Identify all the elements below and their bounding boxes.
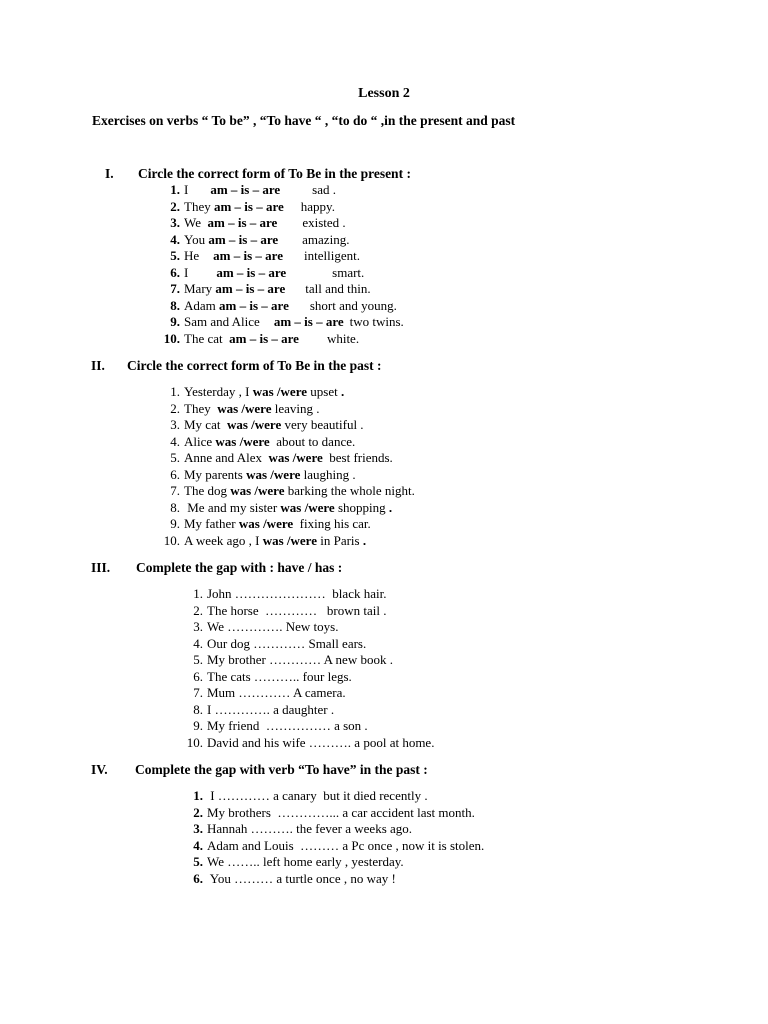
verb-choice: . (388, 499, 393, 515)
verb-choice: was /were (230, 483, 285, 498)
exercise-item (193, 870, 484, 888)
verb-choice: was /were (226, 417, 282, 432)
sentence-text: He (184, 248, 200, 263)
exercise-item (170, 297, 404, 315)
sentence-text: We (184, 215, 208, 230)
sentence-text: Me and my sister (184, 499, 281, 515)
exercise-item (193, 668, 434, 686)
sentence-text: shopping (334, 499, 389, 515)
sentence-text: We …….. left home early , yesterday. (207, 854, 404, 869)
item-number: 4. (193, 837, 203, 853)
sentence-text: The dog (184, 483, 231, 498)
item-number: 10. (163, 532, 180, 548)
item-number: 10. (163, 330, 180, 346)
item-number: 6. (193, 668, 203, 684)
verb-choice: was /were (280, 499, 335, 515)
item-number: 3. (170, 417, 180, 432)
sentence-text: The cats ……….. four legs. (207, 668, 352, 684)
sentence-text: fixing his car. (293, 516, 371, 531)
exercise-item (170, 516, 415, 533)
sentence-text: Hannah ………. the fever a weeks ago. (207, 821, 413, 836)
item-number: 6. (170, 264, 180, 280)
section-3-number: III. (91, 560, 111, 575)
exercise-item (193, 718, 434, 735)
item-number: 4. (170, 231, 180, 247)
exercise-item (193, 635, 434, 653)
item-number: 2. (170, 198, 180, 214)
exercise-item (170, 248, 404, 265)
exercise-item (193, 586, 434, 603)
verb-choice: am – is – are (213, 198, 284, 214)
exercise-item (163, 532, 415, 550)
sentence-text: Our dog ………… Small ears. (207, 635, 367, 651)
item-number: 8. (170, 499, 180, 515)
lesson-title: Lesson 2 (358, 86, 410, 101)
item-number: 10. (186, 734, 203, 750)
exercise-item (193, 685, 434, 702)
sentence-text: I ………… a canary but it died recently . (207, 788, 428, 803)
sentence-text: You ……… a turtle once , no way ! (207, 870, 396, 886)
exercise-item (193, 804, 484, 822)
exercise-item (170, 499, 415, 517)
item-number: 7. (193, 685, 203, 700)
exercise-item (193, 602, 434, 620)
exercise-item (170, 198, 404, 216)
verb-choice: am – is – are (273, 314, 344, 329)
sentence-text: very beautiful . (281, 417, 364, 432)
exercise-item (193, 619, 434, 636)
item-number: 4. (170, 433, 180, 449)
exercise-item (170, 433, 415, 451)
sentence-text: two twins. (349, 314, 404, 329)
sentence-text: My friend …………… a son . (207, 718, 368, 733)
sentence-text: short and young. (309, 297, 397, 313)
verb-choice: . (340, 384, 345, 399)
item-number: 9. (170, 314, 180, 329)
exercise-item (170, 384, 415, 401)
item-number: 1. (170, 384, 180, 399)
item-number: 5. (193, 854, 203, 869)
exercise-item (170, 231, 404, 249)
sentence-text: leaving . (271, 400, 320, 416)
sentence-text: I (184, 264, 189, 280)
sentence-text: My brother ………… A new book . (207, 652, 393, 667)
item-number: 2. (193, 804, 203, 820)
sentence-text: You (184, 231, 209, 247)
item-number: 5. (193, 652, 203, 667)
section-3-title: Complete the gap with : have / has : (136, 560, 343, 575)
verb-choice: am – is – are (215, 281, 286, 296)
section-2-list (163, 384, 415, 549)
item-number: 8. (193, 701, 203, 717)
sentence-text: tall and thin. (305, 281, 371, 296)
verb-choice: am – is – are (213, 248, 283, 263)
sentence-text: They (184, 400, 218, 416)
item-number: 3. (193, 821, 203, 836)
sentence-text: My father (184, 516, 239, 531)
verb-choice: am – is – are (216, 264, 287, 280)
item-number: 7. (170, 483, 180, 498)
exercise-item (186, 734, 435, 752)
sentence-text: The cat (184, 330, 230, 346)
exercise-item (170, 417, 415, 434)
sentence-text: Anne and Alex (184, 450, 269, 465)
exercise-item (193, 701, 434, 719)
sentence-text: upset (307, 384, 341, 399)
item-number: 2. (193, 602, 203, 618)
exercise-item (193, 788, 484, 805)
section-1-title: Circle the correct form of To Be in the present : (138, 166, 411, 181)
section-4-list (193, 788, 485, 887)
sentence-text: I …………. a daughter . (207, 701, 335, 717)
sentence-text: Sam and Alice (184, 314, 260, 329)
verb-choice: am – is – are (219, 297, 289, 313)
sentence-text: The horse ………… brown tail . (207, 602, 387, 618)
sentence-text: laughing . (300, 466, 356, 482)
item-number: 5. (170, 248, 180, 263)
verb-choice: was /were (262, 532, 317, 548)
sentence-text: amazing. (302, 231, 350, 247)
sentence-text: happy. (300, 198, 335, 214)
exercise-item (170, 483, 415, 500)
verb-choice: was /were (238, 516, 294, 531)
sentence-text: about to dance. (269, 433, 356, 449)
exercise-item (193, 652, 434, 669)
item-number: 1. (170, 182, 180, 197)
item-number: 6. (170, 466, 180, 482)
verb-choice: am – is – are (229, 330, 299, 346)
sentence-text: Alice (184, 433, 216, 449)
item-number: 6. (193, 870, 203, 886)
item-number: 1. (193, 586, 203, 601)
sentence-text: Adam and Louis ……… a Pc once , now it is stolen. (207, 837, 485, 853)
section-2-number: II. (91, 358, 105, 373)
verb-choice: . (362, 532, 367, 548)
exercise-item (193, 837, 485, 855)
exercise-item (170, 264, 404, 282)
exercise-item (163, 330, 404, 348)
section-4-number: IV. (91, 762, 108, 777)
verb-choice: am – is – are (208, 231, 279, 247)
item-number: 3. (193, 619, 203, 634)
sentence-text: Mary (184, 281, 216, 296)
exercise-item (170, 466, 415, 484)
sentence-text: We …………. New toys. (207, 619, 339, 634)
exercise-subtitle: Exercises on verbs “ To be” , “To have “ , “to do “ ,in the present and past (92, 113, 516, 128)
sentence-text: barking the whole night. (284, 483, 415, 498)
sentence-text: Adam (184, 297, 220, 313)
exercise-item (193, 821, 484, 838)
sentence-text: Mum ………… A camera. (207, 685, 346, 700)
exercise-item (170, 281, 404, 298)
verb-choice: was /were (252, 384, 308, 399)
exercise-item (170, 215, 404, 232)
sentence-text: They (184, 198, 214, 214)
sentence-text: My brothers …………... a car accident last month. (207, 804, 475, 820)
item-number: 2. (170, 400, 180, 416)
item-number: 9. (170, 516, 180, 531)
item-number: 3. (170, 215, 180, 230)
item-number: 7. (170, 281, 180, 296)
sentence-text: John ………………… black hair. (207, 586, 387, 601)
sentence-text: My cat (184, 417, 227, 432)
exercise-item (170, 450, 415, 467)
item-number: 5. (170, 450, 180, 465)
section-1-list (163, 182, 404, 347)
sentence-text: white. (326, 330, 360, 346)
verb-choice: was /were (217, 400, 272, 416)
item-number: 9. (193, 718, 203, 733)
item-number: 8. (170, 297, 180, 313)
sentence-text: smart. (332, 264, 365, 280)
exercise-item (170, 400, 415, 418)
sentence-text: sad . (312, 182, 336, 197)
sentence-text: A week ago , I (184, 532, 263, 548)
section-4-title: Complete the gap with verb “To have” in the past : (135, 762, 428, 777)
sentence-text: Yesterday , I (184, 384, 253, 399)
sentence-text: intelligent. (303, 248, 360, 263)
exercise-item (170, 182, 404, 199)
sentence-text: I (184, 182, 189, 197)
verb-choice: was /were (268, 450, 323, 465)
section-3-list (186, 586, 435, 751)
section-1-number: I. (105, 166, 114, 181)
sentence-text: David and his wife ………. a pool at home. (207, 734, 435, 750)
exercise-item (193, 854, 484, 871)
sentence-text: existed . (302, 215, 346, 230)
item-number: 1. (193, 788, 203, 803)
sentence-text: best friends. (322, 450, 393, 465)
verb-choice: was /were (215, 433, 270, 449)
exercise-item (170, 314, 404, 331)
verb-choice: am – is – are (207, 215, 278, 230)
sentence-text: in Paris (316, 532, 363, 548)
sentence-text: My parents (184, 466, 247, 482)
verb-choice: was /were (246, 466, 301, 482)
section-2-title: Circle the correct form of To Be in the past : (127, 358, 382, 373)
verb-choice: am – is – are (210, 182, 281, 197)
item-number: 4. (193, 635, 203, 651)
